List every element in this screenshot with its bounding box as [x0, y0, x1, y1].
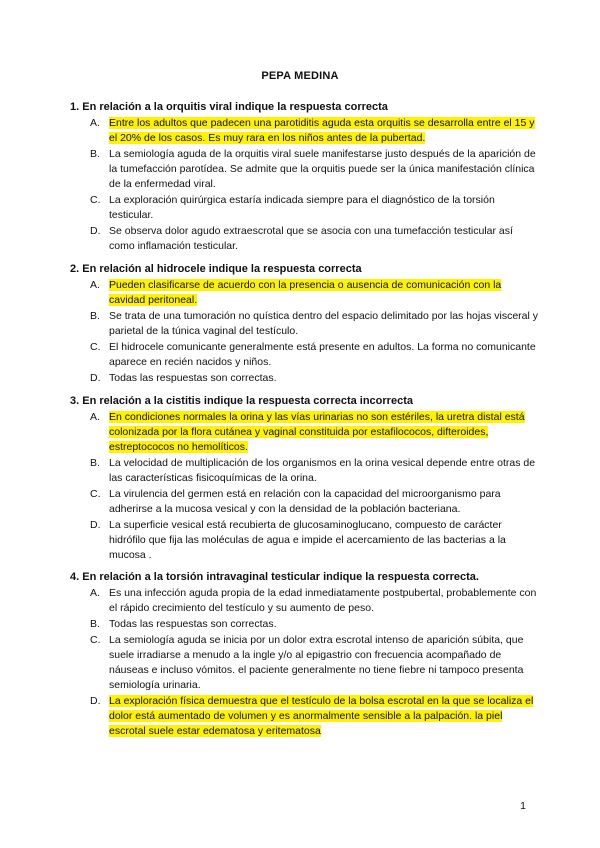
option-c: C. El hidrocele comunicante generalmente está presente en adultos. La forma no comunicante aparece en recién nacidos y niños. — [70, 340, 540, 370]
option-b: B. La velocidad de multiplicación de los organismos en la orina vesical depende entre otras de las características fisicoquímicas de la orina. — [70, 456, 540, 486]
option-text: Entre los adultos que padecen una parotiditis aguda esta orquitis se desarrolla entre el 15 y el 20% de los casos. Es muy rara en los niños antes de la pubertad. — [109, 117, 535, 144]
page-title: PEPA MEDINA — [261, 70, 339, 82]
option-text: Todas las respuestas son correctas. — [109, 618, 277, 630]
option-c: C. La exploración quirúrgica estaría indicada siempre para el diagnóstico de la torsión testicular. — [70, 193, 540, 223]
option-text: Todas las respuestas son correctas. — [109, 372, 277, 384]
question-heading: 2. En relación al hidrocele indique la respuesta correcta — [70, 263, 362, 275]
option-a: A. Entre los adultos que padecen una parotiditis aguda esta orquitis se desarrolla entre el 15 y el 20% de los casos. Es muy rara en los niños antes de la pubertad. — [90, 117, 535, 144]
option-a: A. En condiciones normales la orina y las vías urinarias no son estériles, la uretra distal está colonizada por la flora cutánea y vaginal constituida por estafilococos, difteroides, estreptococos no hemolíticos. — [90, 411, 525, 453]
option-text: La semiología aguda se inicia por un dolor extra escrotal intenso de aparición súbita, que suele irradiarse a menudo a la ingle y/o al epigastrio con frecuencia acompañado de náuseas e incluso vómitos. el paciente generalmente no tiene fiebre ni tampoco presenta semiología urinaria. — [109, 634, 524, 691]
question-1 — [70, 100, 540, 255]
option-a: A. Pueden clasificarse de acuerdo con la presencia o ausencia de comunicación con la cavidad peritoneal. — [90, 279, 502, 306]
option-b: B. La semiología aguda de la orquitis viral suele manifestarse justo después de la aparición de la tumefacción parotídea. Se admite que la orquitis puede ser la única manifestación clínica de la enfermedad viral. — [70, 147, 540, 192]
question-3 — [70, 394, 540, 564]
option-text: La exploración física demuestra que el testículo de la bolsa escrotal en la que se localiza el dolor está aumentado de volumen y es anormalmente sensible a la palpación. la piel escrotal suele estar edematosa y eritematosa — [109, 695, 534, 737]
question-heading: 1. En relación a la orquitis viral indique la respuesta correcta — [70, 101, 388, 113]
option-text: La superficie vesical está recubierta de glucosaminoglucano, compuesto de carácter hidrófilo que fija las moléculas de agua e impide el acercamiento de las bacterias a la mucosa . — [109, 519, 506, 561]
option-d: D. La exploración física demuestra que el testículo de la bolsa escrotal en la que se localiza el dolor está aumentado de volumen y es anormalmente sensible a la palpación. la piel escrotal suele estar edematosa y eritematosa — [90, 695, 534, 737]
option-text: La semiología aguda de la orquitis viral suele manifestarse justo después de la aparición de la tumefacción parotídea. Se admite que la orquitis puede ser la única manifestación clínica de la enfermedad viral. — [109, 148, 536, 190]
option-text: Se trata de una tumoración no quística dentro del espacio delimitado por las hojas visceral y parietal de la túnica vaginal del testículo. — [109, 310, 538, 337]
option-d: D. Todas las respuestas son correctas. — [70, 371, 540, 386]
option-b: B. Se trata de una tumoración no quística dentro del espacio delimitado por las hojas visceral y parietal de la túnica vaginal del testículo. — [90, 310, 538, 337]
option-text: El hidrocele comunicante generalmente está presente en adultos. La forma no comunicante aparece en recién nacidos y niños. — [109, 341, 536, 368]
question-heading: 3. En relación a la cistitis indique la respuesta correcta incorrecta — [70, 395, 413, 407]
page-number: 1 — [520, 800, 526, 812]
option-b: B. Todas las respuestas son correctas. — [70, 617, 540, 632]
option-c: C. La semiología aguda se inicia por un dolor extra escrotal intenso de aparición súbita, que suele irradiarse a menudo a la ingle y/o al epigastrio con frecuencia acompañado de náuseas e incluso vómitos. el paciente generalmente no tiene fiebre ni tampoco presenta semiología urinaria. — [70, 633, 540, 693]
option-text: La virulencia del germen está en relación con la capacidad del microorganismo para adherirse a la mucosa vesical y con la densidad de la población bacteriana. — [109, 488, 501, 515]
option-d: D. Se observa dolor agudo extraescrotal que se asocia con una tumefacción testicular así como inflamación testicular. — [70, 224, 540, 254]
question-heading: 4. En relación a la torsión intravaginal testicular indique la respuesta correcta. — [70, 571, 479, 583]
option-c: C. La virulencia del germen está en relación con la capacidad del microorganismo para adherirse a la mucosa vesical y con la densidad de la población bacteriana. — [70, 487, 540, 517]
option-text: Se observa dolor agudo extraescrotal que se asocia con una tumefacción testicular así como inflamación testicular. — [109, 225, 513, 252]
question-4 — [70, 570, 540, 740]
option-text: La velocidad de multiplicación de los organismos en la orina vesical depende entre otras de las características fisicoquímicas de la orina. — [109, 457, 536, 484]
option-text: La exploración quirúrgica estaría indicada siempre para el diagnóstico de la torsión testicular. — [109, 194, 495, 221]
option-text: Pueden clasificarse de acuerdo con la presencia o ausencia de comunicación con la cavidad peritoneal. — [109, 279, 502, 306]
option-a: A. Es una infección aguda propia de la edad inmediatamente postpubertal, probablemente con el rápido crecimiento del testículo y su aumento de peso. — [70, 586, 540, 616]
option-text: En condiciones normales la orina y las vías urinarias no son estériles, la uretra distal está colonizada por la flora cutánea y vaginal constituida por estafilococos, difteroides, estreptococos no hemolíticos. — [109, 411, 525, 453]
question-2 — [70, 262, 540, 387]
option-d: D. La superficie vesical está recubierta de glucosaminoglucano, compuesto de carácter hidrófilo que fija las moléculas de agua e impide el acercamiento de las bacterias a la mucosa . — [70, 518, 540, 563]
option-text: Es una infección aguda propia de la edad inmediatamente postpubertal, probablemente con el rápido crecimiento del testículo y su aumento de peso. — [109, 587, 537, 614]
